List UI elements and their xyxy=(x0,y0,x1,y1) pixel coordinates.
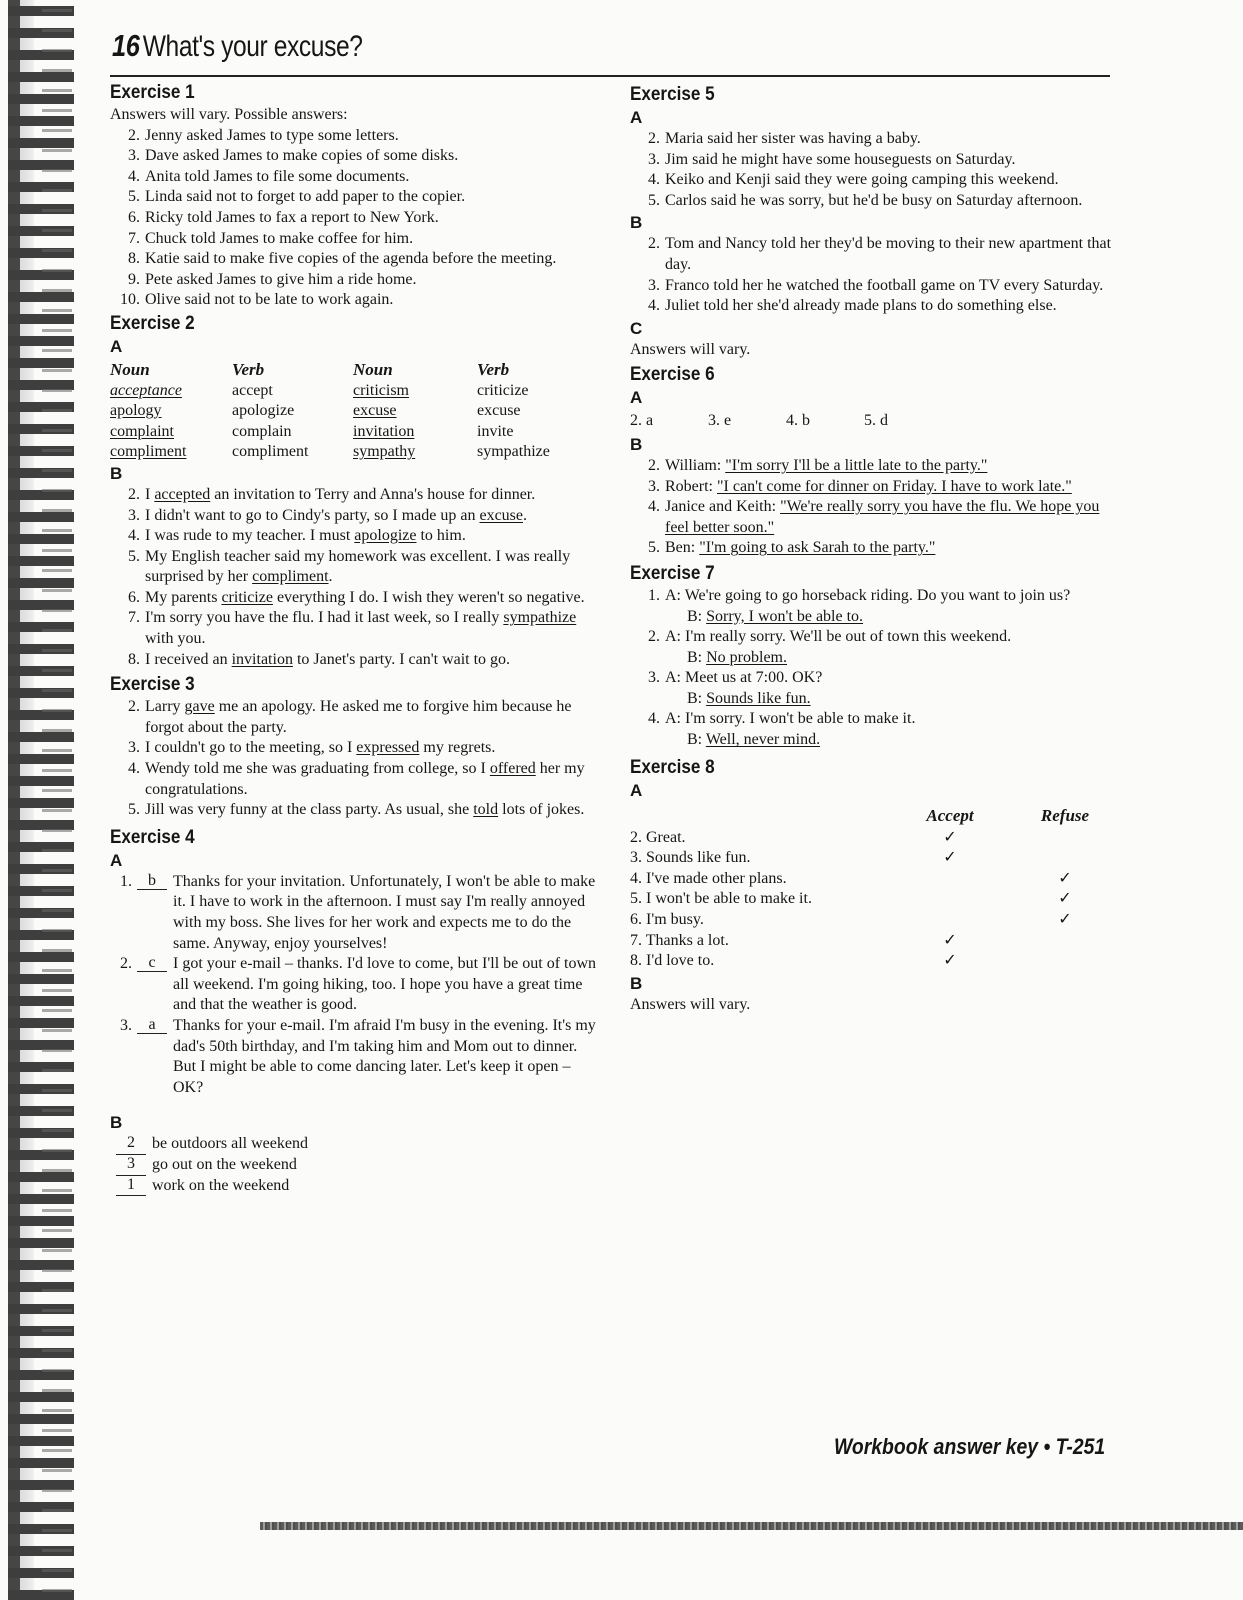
accept-refuse-row xyxy=(630,931,1120,952)
item-text xyxy=(665,456,1120,477)
item-text xyxy=(145,608,602,649)
item-number: 4. xyxy=(630,869,642,887)
exercise-1-item xyxy=(110,146,602,167)
accept-check-icon xyxy=(890,889,1010,910)
exercise-6-part-b-list xyxy=(630,456,1120,559)
item-number: 3. xyxy=(120,1016,132,1034)
accept-check-icon: ✓ xyxy=(943,931,957,949)
verb-cell: excuse xyxy=(477,402,521,420)
title-rule xyxy=(110,75,1110,77)
answer: 3. e xyxy=(708,412,732,430)
item-text: Chuck told James to make coffee for him. xyxy=(145,229,414,247)
item-number: 4. xyxy=(128,527,140,545)
text-after: her my congratulations. xyxy=(145,760,585,798)
item-number: 4. xyxy=(648,297,660,315)
exercise-5-heading: Exercise 5 xyxy=(630,84,715,105)
noun-verb-row xyxy=(110,442,597,463)
refuse-check-icon: ✓ xyxy=(1058,890,1072,908)
refuse-check-icon xyxy=(1010,828,1120,849)
item-number: 4. xyxy=(128,167,140,185)
spiral-binding-edge xyxy=(8,0,74,1600)
exercise-5-part-b-item xyxy=(630,234,1120,275)
noun-cell: excuse xyxy=(353,402,397,420)
accept-refuse-row xyxy=(630,951,1120,972)
text-after: to him. xyxy=(416,527,466,545)
line-b xyxy=(665,730,1120,751)
item-text xyxy=(145,800,602,821)
item-number: 2. xyxy=(648,628,660,646)
item-text xyxy=(145,650,602,671)
exercise-4-item xyxy=(110,954,602,1016)
item-number: 4. xyxy=(128,760,140,778)
item-number: 5. xyxy=(648,539,660,557)
speaker-b: B: xyxy=(687,648,707,666)
text-before: I xyxy=(145,485,155,503)
right-column xyxy=(630,82,1120,1015)
speaker-name: William: xyxy=(665,456,726,474)
item-text: work on the weekend xyxy=(152,1176,290,1194)
text-after: an invitation to Terry and Anna's house for dinner. xyxy=(210,485,536,503)
answer: 5. d xyxy=(864,412,888,430)
exercise-2-list xyxy=(110,485,602,670)
accept-check-icon xyxy=(890,910,1010,931)
accept-refuse-row xyxy=(630,848,1120,869)
item-text: go out on the weekend xyxy=(152,1155,297,1173)
text-before: I was rude to my teacher. I must xyxy=(145,527,355,545)
accept-check-icon: ✓ xyxy=(943,952,957,970)
exercise-1-item xyxy=(110,290,602,311)
row-label xyxy=(630,828,890,849)
exercise-4-heading: Exercise 4 xyxy=(110,826,195,848)
item-number: 3. xyxy=(648,150,660,168)
noun-verb-row xyxy=(110,422,597,443)
exercise-1-item xyxy=(110,229,602,250)
item-text: Keiko and Kenji said they were going camping this weekend. xyxy=(665,171,1059,189)
item-number: 2. xyxy=(128,698,140,716)
noun-verb-row xyxy=(110,381,597,402)
item-text: Dave asked James to make copies of some disks. xyxy=(145,147,459,165)
exercise-7-item xyxy=(630,627,1120,668)
item-number: 6. xyxy=(630,911,642,929)
item-number: 5. xyxy=(128,547,140,565)
item-text: I'm busy. xyxy=(646,911,704,929)
item-number: 3. xyxy=(648,477,660,495)
item-text: I got your e-mail – thanks. I'd love to come, but I'll be out of town all weekend. I'm going hiking, too. I hope you have a great time and that the weather is good. xyxy=(173,955,597,1014)
answer-blank: c xyxy=(137,954,167,972)
item-text: Juliet told her she'd already made plans to do something else. xyxy=(665,297,1057,315)
noun-cell: compliment xyxy=(110,443,187,461)
item-text: Tom and Nancy told her they'd be moving to their new apartment that day. xyxy=(665,235,1112,273)
item-text: Jenny asked James to type some letters. xyxy=(145,126,399,144)
exercise-5-part-a-item xyxy=(630,129,1120,150)
item-text xyxy=(145,506,602,527)
item-text: Anita told James to file some documents. xyxy=(145,167,410,185)
exercise-4-part-b-item xyxy=(110,1176,602,1197)
exercise-2-part-b-label: B xyxy=(110,463,123,483)
item-number: 3. xyxy=(648,276,660,294)
item-number: 8. xyxy=(128,650,140,668)
item-text xyxy=(145,738,602,759)
exercise-3-list xyxy=(110,697,602,821)
text-after: lots of jokes. xyxy=(498,801,585,819)
answer-blank: b xyxy=(137,872,167,890)
answer-blank: 1 xyxy=(116,1176,146,1197)
accept-refuse-row xyxy=(630,910,1120,931)
exercise-6-part-b-item xyxy=(630,497,1120,538)
exercise-4-part-b-item xyxy=(110,1155,602,1176)
text-before: Larry xyxy=(145,698,185,716)
item-text xyxy=(145,485,602,506)
verb-cell: invite xyxy=(477,422,514,440)
item-text: I won't be able to make it. xyxy=(646,890,812,908)
item-text xyxy=(665,497,1120,538)
text-before: I'm sorry you have the flu. I had it last week, so I really xyxy=(145,609,504,627)
exercise-3-heading: Exercise 3 xyxy=(110,674,195,696)
answer-word: gave xyxy=(184,698,215,716)
item-number: 9. xyxy=(128,270,140,288)
exercise-6-part-b-item xyxy=(630,456,1120,477)
item-text: Sounds like fun. xyxy=(646,849,751,867)
text-after: . xyxy=(523,506,527,524)
exercise-5-part-a-item xyxy=(630,150,1120,171)
item-number: 2. xyxy=(630,828,642,846)
noun-verb-row xyxy=(110,401,597,422)
text-after: to Janet's party. I can't wait to go. xyxy=(292,650,511,668)
exercise-4-item xyxy=(110,1016,602,1098)
answer-blank: 3 xyxy=(116,1155,146,1176)
line-b xyxy=(665,648,1120,669)
item-number: 1. xyxy=(120,872,132,890)
refuse-check-icon: ✓ xyxy=(1058,911,1072,929)
refuse-check-icon: ✓ xyxy=(1058,869,1072,887)
verb-cell: apologize xyxy=(232,402,295,420)
accept-check-icon: ✓ xyxy=(943,849,957,867)
text-after: me an apology. He asked me to forgive him because he forgot about the party. xyxy=(145,698,572,736)
exercise-2-heading: Exercise 2 xyxy=(110,312,195,334)
answer-word: criticize xyxy=(221,588,273,606)
exercise-2-item xyxy=(110,547,602,588)
text-before: Jill was very funny at the class party. As usual, she xyxy=(145,801,474,819)
exercise-8-part-a-label: A xyxy=(630,780,643,800)
exercise-3-item xyxy=(110,759,602,800)
answer-response: No problem. xyxy=(706,648,787,666)
item-number: 1. xyxy=(648,586,660,604)
row-label xyxy=(630,951,890,972)
scan-edge-strip xyxy=(260,1522,1243,1530)
text-before: I received an xyxy=(145,650,232,668)
verb-cell: compliment xyxy=(232,443,309,461)
column-header: Noun xyxy=(353,359,393,379)
exercise-6-part-b-item xyxy=(630,538,1120,559)
accept-refuse-row xyxy=(630,889,1120,910)
exercise-2-item xyxy=(110,588,602,609)
item-number: 5. xyxy=(128,801,140,819)
item-number: 3. xyxy=(648,669,660,687)
noun-cell: sympathy xyxy=(353,443,416,461)
exercise-6-heading: Exercise 6 xyxy=(630,364,715,386)
exercise-5-part-b-label: B xyxy=(630,213,643,233)
exercise-8-part-b-text: Answers will vary. xyxy=(630,995,751,1013)
item-number: 6. xyxy=(128,208,140,226)
exercise-1-list xyxy=(110,126,602,311)
quoted-answer: "I'm sorry I'll be a little late to the party." xyxy=(725,456,988,474)
exercise-6-part-b-label: B xyxy=(630,434,643,454)
item-text xyxy=(665,586,1120,627)
item-text xyxy=(145,588,602,609)
answer-word: compliment xyxy=(252,568,329,586)
exercise-2-item xyxy=(110,506,602,527)
answer-response: Sorry, I won't be able to. xyxy=(706,607,864,625)
item-text xyxy=(665,477,1120,498)
answer-word: accepted xyxy=(154,485,211,503)
exercise-4-part-b-item xyxy=(110,1134,602,1155)
text-before: My English teacher said my homework was excellent. I was really surprised by her xyxy=(145,547,571,586)
item-text: I've made other plans. xyxy=(646,869,787,887)
exercise-5-part-a-item xyxy=(630,170,1120,191)
exercise-2-item xyxy=(110,650,602,671)
row-label xyxy=(630,910,890,931)
answer-response: Sounds like fun. xyxy=(706,689,811,707)
row-label xyxy=(630,869,890,890)
item-text: Franco told her he watched the football game on TV every Saturday. xyxy=(665,276,1104,294)
text-before: My parents xyxy=(145,588,222,606)
answer-word: apologize xyxy=(354,527,417,545)
answer-word: sympathize xyxy=(503,609,577,627)
answer-word: told xyxy=(473,801,499,819)
verb-cell: accept xyxy=(232,381,273,399)
row-label xyxy=(630,931,890,952)
exercise-1-item xyxy=(110,270,602,291)
item-number: 8. xyxy=(128,250,140,268)
speaker-name: Ben: xyxy=(665,539,700,557)
accept-refuse-header xyxy=(630,806,1120,828)
exercise-3-item xyxy=(110,697,602,738)
answer-word: excuse xyxy=(479,506,523,524)
item-text: Great. xyxy=(646,828,686,846)
exercise-5-part-b-item xyxy=(630,276,1120,297)
text-before: I didn't want to go to Cindy's party, so I made up an xyxy=(145,506,480,524)
column-header: Verb xyxy=(232,359,265,379)
quoted-answer: "I'm going to ask Sarah to the party." xyxy=(699,539,936,557)
item-number: 3. xyxy=(128,739,140,757)
item-number: 7. xyxy=(630,931,642,949)
item-text: Thanks for your invitation. Unfortunately, I won't be able to make it. I have to work in the afternoon. I must say I'm really annoyed with my boss. She lives for her work and expects me to do the same. Anyway, enjoy yourselves! xyxy=(173,872,596,952)
exercise-1-item xyxy=(110,208,602,229)
text-after: with you. xyxy=(145,630,206,648)
row-label xyxy=(630,889,890,910)
line-a: A: We're going to go horseback riding. Do you want to join us? xyxy=(665,586,1071,604)
accept-refuse-row xyxy=(630,828,1120,849)
item-number: 3. xyxy=(128,147,140,165)
item-text xyxy=(665,538,1120,559)
line-a: A: I'm sorry. I won't be able to make it. xyxy=(665,710,916,728)
refuse-check-icon xyxy=(1010,931,1120,952)
item-text xyxy=(145,526,602,547)
exercise-1-item xyxy=(110,187,602,208)
noun-verb-table xyxy=(110,360,597,463)
item-text xyxy=(665,627,1120,668)
answer-word: offered xyxy=(489,760,536,778)
accept-check-icon xyxy=(890,869,1010,890)
left-column xyxy=(110,80,602,1196)
item-number: 7. xyxy=(128,609,140,627)
unit-number: 16 xyxy=(112,28,140,63)
verb-cell: complain xyxy=(232,422,292,440)
exercise-6-part-b-item xyxy=(630,477,1120,498)
item-number: 4. xyxy=(648,498,660,516)
answer-response: Well, never mind. xyxy=(705,731,821,749)
noun-cell: apology xyxy=(110,402,162,420)
quoted-answer: "We're really sorry you have the flu. We hope you feel better soon." xyxy=(665,498,1100,536)
item-number: 3. xyxy=(630,849,642,867)
item-number: 4. xyxy=(648,171,660,189)
item-text xyxy=(145,759,602,800)
row-label xyxy=(630,848,890,869)
noun-cell: complaint xyxy=(110,422,174,440)
item-number: 3. xyxy=(128,506,140,524)
item-number: 2. xyxy=(648,456,660,474)
verb-cell: sympathize xyxy=(477,443,550,461)
unit-title: What's your excuse? xyxy=(142,30,363,63)
speaker-b: B: xyxy=(687,689,707,707)
exercise-7-list xyxy=(630,586,1120,751)
exercise-3-item xyxy=(110,800,602,821)
noun-cell: acceptance xyxy=(110,381,182,399)
item-number: 2. xyxy=(648,130,660,147)
item-number: 6. xyxy=(128,588,140,606)
exercise-6-part-a-answers xyxy=(630,411,1120,432)
exercise-8-heading: Exercise 8 xyxy=(630,756,715,778)
item-text: Ricky told James to fax a report to New York. xyxy=(145,208,439,226)
item-number: 2. xyxy=(128,485,140,503)
line-a: A: Meet us at 7:00. OK? xyxy=(665,669,823,687)
item-text: Pete asked James to give him a ride home. xyxy=(145,270,417,288)
exercise-4-part-b-label: B xyxy=(110,1113,123,1133)
answer-word: expressed xyxy=(356,739,420,757)
accept-refuse-table xyxy=(630,828,1120,972)
exercise-2-item xyxy=(110,485,602,506)
exercise-7-item xyxy=(630,586,1120,627)
exercise-4-list xyxy=(110,872,602,1099)
item-text xyxy=(665,709,1120,750)
exercise-5-part-a-list xyxy=(630,129,1120,211)
exercise-1-item xyxy=(110,126,602,147)
quoted-answer: "I can't come for dinner on Friday. I have to work late." xyxy=(717,477,1072,495)
exercise-5-part-a-label: A xyxy=(630,108,643,127)
exercise-7-heading: Exercise 7 xyxy=(630,562,715,584)
noun-cell: criticism xyxy=(353,381,409,399)
item-number: 2. xyxy=(120,955,132,973)
exercise-5-part-a-item xyxy=(630,191,1120,212)
exercise-8-part-b-label: B xyxy=(630,973,643,993)
item-text: Maria said her sister was having a baby. xyxy=(665,130,921,147)
exercise-2-item xyxy=(110,526,602,547)
exercise-4-item xyxy=(110,872,602,954)
item-text: Katie said to make five copies of the agenda before the meeting. xyxy=(145,250,557,268)
exercise-7-item xyxy=(630,709,1120,750)
item-number: 5. xyxy=(648,191,660,209)
item-number: 7. xyxy=(128,229,140,247)
exercise-1-intro: Answers will vary. Possible answers: xyxy=(110,106,348,123)
line-b xyxy=(665,607,1120,628)
item-text xyxy=(145,547,602,588)
item-text: Olive said not to be late to work again. xyxy=(145,291,394,309)
exercise-5-part-c-text: Answers will vary. xyxy=(630,340,751,358)
exercise-1-item xyxy=(110,249,602,270)
answer-word: invitation xyxy=(231,650,293,668)
column-header: Noun xyxy=(110,359,150,379)
speaker-name: Robert: xyxy=(665,477,717,495)
item-number: 4. xyxy=(648,710,660,728)
speaker-name: Janice and Keith: xyxy=(665,498,781,516)
exercise-1-heading: Exercise 1 xyxy=(110,82,195,103)
accept-check-icon: ✓ xyxy=(943,828,957,846)
line-a: A: I'm really sorry. We'll be out of town this weekend. xyxy=(665,628,1012,646)
answer: 4. b xyxy=(786,412,810,430)
page-title xyxy=(112,28,363,64)
exercise-3-item xyxy=(110,738,602,759)
speaker-b: B: xyxy=(687,607,707,625)
item-number: 2. xyxy=(128,126,140,144)
item-number: 10. xyxy=(120,291,140,309)
exercise-2-item xyxy=(110,608,602,649)
item-number: 5. xyxy=(630,890,642,908)
accept-column-header: Accept xyxy=(926,805,974,825)
exercise-6-part-a-label: A xyxy=(630,388,643,408)
text-after: . xyxy=(328,568,333,586)
text-after: everything I do. I wish they weren't so negative. xyxy=(272,588,585,606)
exercise-2-part-a-label: A xyxy=(110,336,123,356)
accept-refuse-row xyxy=(630,869,1120,890)
item-text: Thanks a lot. xyxy=(645,931,729,949)
text-before: Wendy told me she was graduating from college, so I xyxy=(145,760,490,778)
item-text: Carlos said he was sorry, but he'd be busy on Saturday afternoon. xyxy=(665,191,1083,209)
exercise-5-part-b-item xyxy=(630,296,1120,317)
speaker-b: B: xyxy=(687,731,706,749)
item-text xyxy=(665,668,1120,709)
item-text: Linda said not to forget to add paper to the copier. xyxy=(145,188,466,206)
answer: 2. a xyxy=(630,412,654,430)
item-text: Thanks for your e-mail. I'm afraid I'm busy in the evening. It's my dad's 50th birthday, and I'm taking him and Mom out to dinner. But I might be able to come dancing later. Let's keep it open – OK? xyxy=(173,1016,596,1096)
column-header: Verb xyxy=(477,359,510,379)
item-text: Jim said he might have some houseguests on Saturday. xyxy=(665,150,1016,168)
exercise-1-item xyxy=(110,167,602,188)
item-text xyxy=(145,697,602,738)
line-b xyxy=(665,689,1120,710)
verb-cell: criticize xyxy=(477,381,529,399)
refuse-check-icon xyxy=(1010,951,1120,972)
footer-page-label: Workbook answer key • T-251 xyxy=(834,1434,1106,1459)
item-number: 5. xyxy=(128,188,140,206)
exercise-4-part-a-label: A xyxy=(110,850,123,870)
answer-blank: a xyxy=(137,1016,167,1034)
item-text: be outdoors all weekend xyxy=(152,1135,308,1153)
item-number: 8. xyxy=(630,952,642,970)
exercise-7-item xyxy=(630,668,1120,709)
noun-cell: invitation xyxy=(353,422,415,440)
exercise-5-part-b-list xyxy=(630,234,1120,316)
refuse-check-icon xyxy=(1010,848,1120,869)
item-text: I'd love to. xyxy=(646,952,715,970)
text-after: my regrets. xyxy=(419,739,496,757)
exercise-5-part-c-label: C xyxy=(630,318,643,338)
refuse-column-header: Refuse xyxy=(1040,805,1090,825)
answer-blank: 2 xyxy=(116,1134,146,1155)
exercise-4-part-b-list xyxy=(110,1134,602,1196)
text-before: I couldn't go to the meeting, so I xyxy=(145,739,357,757)
item-number: 2. xyxy=(648,235,660,253)
